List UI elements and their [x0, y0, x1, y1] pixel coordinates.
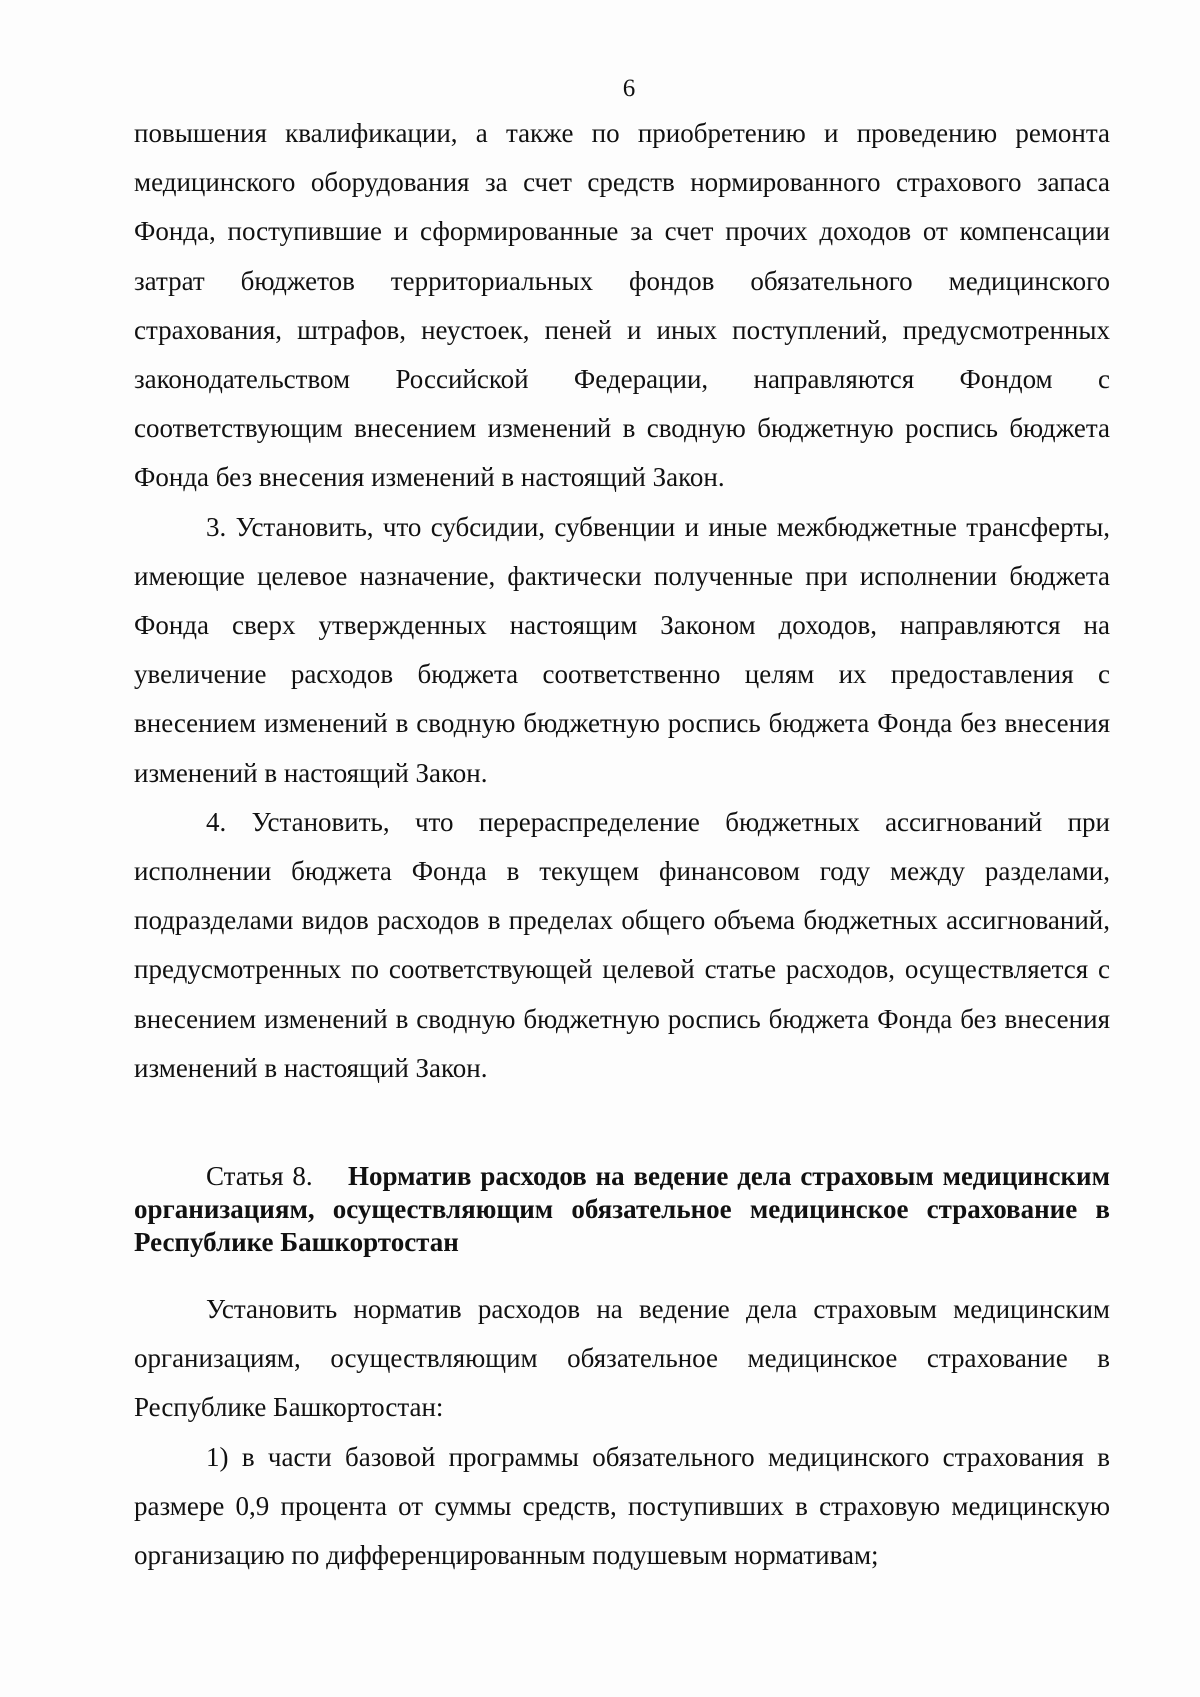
paragraph-item-4: 4. Установить, что перераспределение бюджетных ассигнований при исполнении бюджета Фонда в текущем финансовом году между разделами, подразделами видов расходов в пределах общего объема бюджетных ассигнований, предусмотренных по соответствующей целевой статье расходов, осуществляется с внесением изменений в сводную бюджетную роспись бюджета Фонда без внесения изменений в настоящий Закон.: [134, 806, 1110, 1083]
paragraph-continuation: повышения квалификации, а также по приобретению и проведению ремонта медицинского оборудования за счет средств нормированного страхового запаса Фонда, поступившие и сформированные за счет прочих доходов от компенсации затрат бюджетов территориальных фондов обязательного медицинского страхования, штрафов, неустоек, пеней и иных поступлений, предусмотренных законодательством Российской Федерации, направляются Фондом с соответствующим внесением изменений в сводную бюджетную роспись бюджета Фонда без внесения изменений в настоящий Закон.: [134, 118, 1110, 493]
page-number: 6: [622, 75, 636, 102]
article-8-heading: [134, 1160, 1110, 1259]
article-8-title: Норматив расходов на ведение дела страховым медицинским организациям, осуществляющим обязательное медицинское страхование в Республике Башкортостан: [134, 1161, 1110, 1258]
document-body: [134, 109, 1110, 1580]
article-8-paragraph-intro: Установить норматив расходов на ведение дела страховым медицинским организациям, осуществляющим обязательное медицинское страхование в Республике Башкортостан:: [134, 1294, 1110, 1423]
article-8-paragraph-item-1: 1) в части базовой программы обязательного медицинского страхования в размере 0,9 процента от суммы средств, поступивших в страховую медицинскую организацию по дифференцированным подушевым нормативам;: [134, 1441, 1110, 1571]
article-8-label: Статья 8.: [206, 1161, 340, 1192]
paragraph-item-3: 3. Установить, что субсидии, субвенции и иные межбюджетные трансферты, имеющие целевое назначение, фактически полученные при исполнении бюджета Фонда сверх утвержденных настоящим Законом доходов, направляются на увеличение расходов бюджета соответственно целям их предоставления с внесением изменений в сводную бюджетную роспись бюджета Фонда без внесения изменений в настоящий Закон.: [134, 511, 1110, 788]
